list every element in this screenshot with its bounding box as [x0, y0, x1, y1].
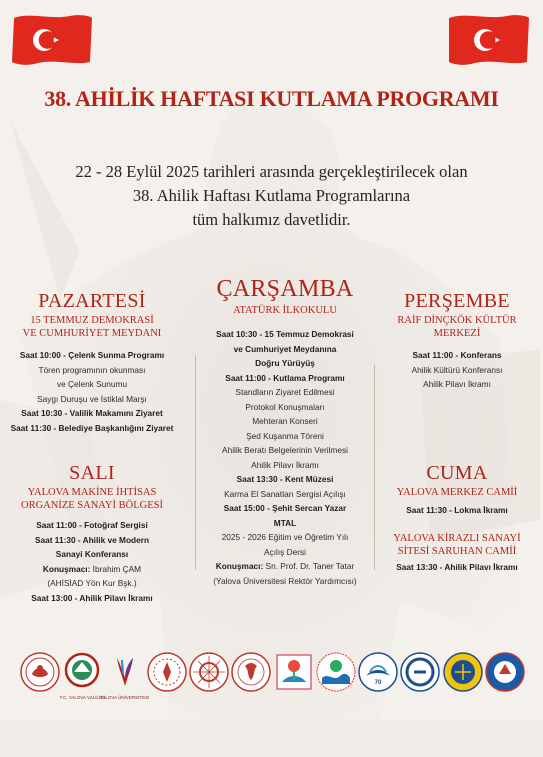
schedule-item-text: Şed Kuşanma Töreni: [246, 430, 324, 441]
schedule-item-bold: Saat 15:00 - Şehit Sercan Yazar: [223, 503, 347, 513]
schedule-item-bold: Sanayi Konferansı: [55, 549, 129, 559]
schedule-item: [4, 547, 180, 562]
venue-cuma2-line-1: YALOVA KİRAZLI SANAYİ: [393, 532, 521, 544]
schedule-item-bold: Saat 10:30 - 15 Temmuz Demokrasi: [216, 329, 354, 339]
schedule-item: [194, 356, 376, 371]
intro-line-1: 22 - 28 Eylül 2025 tarihleri arasında gerçekleştirilecek olan: [75, 162, 468, 181]
schedule-item: [194, 385, 376, 400]
column-divider-left: [195, 355, 196, 570]
day-heading-pazartesi: PAZARTESİ: [38, 290, 146, 312]
intro-text: [0, 160, 543, 232]
schedule-item: [374, 560, 540, 575]
schedule-item-bold: Saat 10:30 - Valilik Makamını Ziyaret: [21, 408, 163, 418]
schedule-item: [4, 406, 180, 421]
schedule-item: [194, 443, 376, 458]
venue-persembe-line-2: MERKEZİ: [433, 328, 481, 339]
venue-cuma-line-1: YALOVA MERKEZ CAMİİ: [396, 487, 518, 498]
schedule-item-text: Mehteran Konseri: [252, 416, 318, 426]
yalova-valiligi-logo-icon: [59, 652, 105, 700]
ornament-seal-icon-2: [189, 652, 229, 692]
turkish-flag-right-icon: [447, 10, 531, 68]
schedule-item: [4, 348, 180, 363]
schedule-item: [374, 503, 540, 518]
schedule-item: [194, 429, 376, 444]
schedule-item-bold: Konuşmacı:: [42, 563, 91, 574]
schedule-item-bold: Saat 11:30 - Belediye Başkanlığını Ziyaret: [10, 422, 174, 433]
schedule-item: [194, 400, 376, 415]
schedule-item: [4, 421, 180, 436]
schedule-item: [194, 501, 376, 516]
schedule-item-text: (Yalova Üniversitesi Rektör Yardımcısı): [213, 575, 357, 586]
schedule-item: [4, 392, 180, 407]
venue-cuma2-line-2: SİTESİ SARUHAN CAMİİ: [397, 545, 517, 557]
schedule-item: [374, 377, 540, 392]
schedule-item: [194, 516, 376, 531]
schedule-item: [194, 530, 376, 545]
schedule-item-text: (AHİSİAD Yön Kur Bşk.): [47, 578, 137, 588]
svg-text:70: 70: [374, 680, 382, 686]
persembe-items: [374, 348, 540, 392]
schedule-item-text: Standların Ziyaret Edilmesi: [235, 387, 335, 397]
intro-line-3: tüm halkımız davetlidir.: [192, 210, 351, 229]
yellow-seal-icon: [443, 652, 483, 692]
schedule-item-bold: Saat 13:30 - Kent Müzesi: [236, 474, 334, 484]
sali-section: [4, 462, 180, 605]
cuma-items: [374, 503, 540, 518]
yalova-universitesi-logo-icon: [99, 652, 150, 700]
belediye-logo-icon: [316, 652, 356, 692]
schedule-item: [4, 576, 180, 591]
chamber-logo-icon: [400, 652, 440, 692]
persembe-section: [374, 290, 540, 392]
schedule-item-bold: Konuşmacı:: [215, 561, 264, 571]
schedule-item-text: Ahilik Pilavı İkramı: [251, 459, 319, 470]
schedule-item-bold: ve Cumhuriyet Meydanına: [233, 343, 337, 354]
schedule-item-bold: Saat 11:00 - Konferans: [412, 350, 502, 360]
schedule-item-text: Tören programının okunması: [38, 364, 146, 375]
schedule-item: [4, 562, 180, 577]
page-title: 38. AHİLİK HAFTASI KUTLAMA PROGRAMI: [44, 86, 499, 111]
schedule-item-text: Sn. Prof. Dr. Taner Tatar: [263, 561, 355, 571]
day-heading-carsamba: ÇARŞAMBA: [216, 276, 354, 302]
schedule-item: [4, 591, 180, 606]
schedule-item: [194, 574, 376, 589]
schedule-item-text: 2025 - 2026 Eğitim ve Öğretim Yılı: [221, 532, 349, 542]
schedule-item-bold: Saat 11:30 - Ahilik ve Modern: [34, 534, 150, 545]
schedule-item-bold: Saat 11:00 - Fotoğraf Sergisi: [36, 520, 148, 530]
schedule-item: [194, 327, 376, 342]
schedule-item-bold: Saat 13:30 - Ahilik Pilavı İkramı: [396, 561, 518, 572]
schedule-item-bold: Doğru Yürüyüş: [255, 358, 315, 368]
yalova-valiligi-label: T.C. YALOVA VALİLİĞİ: [59, 695, 105, 700]
yalova-universitesi-label: YALOVA ÜNİVERSİTESİ: [99, 695, 150, 700]
schedule-item: [194, 414, 376, 429]
schedule-item: [194, 545, 376, 560]
schedule-item-text: Karma El Sanatları Sergisi Açılışı: [224, 488, 346, 499]
schedule-item-text: Ahilik Beratı Belgelerinin Verilmesi: [222, 445, 348, 455]
schedule-item: [4, 377, 180, 392]
venue-carsamba-line-1: ATATÜRK İLKOKULU: [233, 305, 337, 316]
schedule-item-bold: Saat 13:00 - Ahilik Pilavı İkramı: [31, 592, 153, 603]
ornament-seal-icon-3: [231, 652, 271, 692]
schedule-item-text: Saygı Duruşu ve İstiklal Marşı: [37, 393, 147, 404]
venue-sali-line-2: ORGANİZE SANAYİ BÖLGESİ: [21, 500, 163, 511]
schedule-item: [4, 518, 180, 533]
carsamba-items: [194, 327, 376, 588]
day-heading-sali: SALI: [69, 462, 115, 484]
schedule-item-text: İbrahim ÇAM: [90, 563, 142, 574]
cuma-items-2: [374, 560, 540, 575]
cuma-section: [374, 462, 540, 574]
schedule-item-bold: Saat 11:30 - Lokma İkramı: [406, 505, 508, 515]
wave-emblem-icon: [358, 652, 398, 692]
schedule-item-text: Açılış Dersi: [264, 546, 306, 557]
schedule-item: [194, 559, 376, 574]
pazartesi-section: [4, 290, 180, 435]
schedule-item-text: Ahilik Kültürü Konferansı: [411, 364, 503, 375]
sali-items: [4, 518, 180, 605]
schedule-item-text: Ahilik Pilavı İkramı: [423, 379, 491, 389]
venue-pazartesi-line-1: 15 TEMMUZ DEMOKRASİ: [30, 315, 154, 326]
schedule-item-text: ve Çelenk Sunumu: [56, 379, 128, 389]
column-divider-right: [374, 365, 375, 570]
sponsor-logos-row: [20, 643, 525, 701]
schedule-item: [4, 363, 180, 378]
ornament-seal-icon-1: [147, 652, 187, 692]
schedule-item-text: Protokol Konuşmaları: [245, 401, 325, 412]
turkish-flag-left-icon: [10, 10, 94, 68]
schedule-item: [194, 371, 376, 386]
schedule-item-bold: Saat 11:00 - Kutlama Programı: [225, 372, 345, 383]
intro-line-2: 38. Ahilik Haftası Kutlama Programlarına: [132, 186, 411, 205]
schedule-item-bold: MTAL: [273, 517, 297, 528]
venue-pazartesi-line-2: VE CUMHURİYET MEYDANI: [22, 328, 162, 339]
schedule-item: [374, 348, 540, 363]
schedule-item: [194, 487, 376, 502]
blue-round-emblem-icon: [485, 652, 525, 692]
schedule-item: [4, 533, 180, 548]
schedule-item: [374, 363, 540, 378]
schedule-item: [194, 342, 376, 357]
day-heading-persembe: PERŞEMBE: [404, 290, 510, 312]
carsamba-section: [194, 276, 376, 588]
ministry-seal-icon: [20, 652, 60, 692]
schedule-item-bold: Saat 10:00 - Çelenk Sunma Programı: [19, 350, 165, 360]
schedule-item: [194, 458, 376, 473]
venue-persembe-line-1: RAİF DİNÇKÖK KÜLTÜR: [397, 315, 517, 326]
venue-sali-line-1: YALOVA MAKİNE İHTİSAS: [27, 487, 157, 498]
pazartesi-items: [4, 348, 180, 435]
day-heading-cuma: CUMA: [426, 462, 488, 484]
flower-emblem-icon: [274, 652, 314, 692]
schedule-item: [194, 472, 376, 487]
